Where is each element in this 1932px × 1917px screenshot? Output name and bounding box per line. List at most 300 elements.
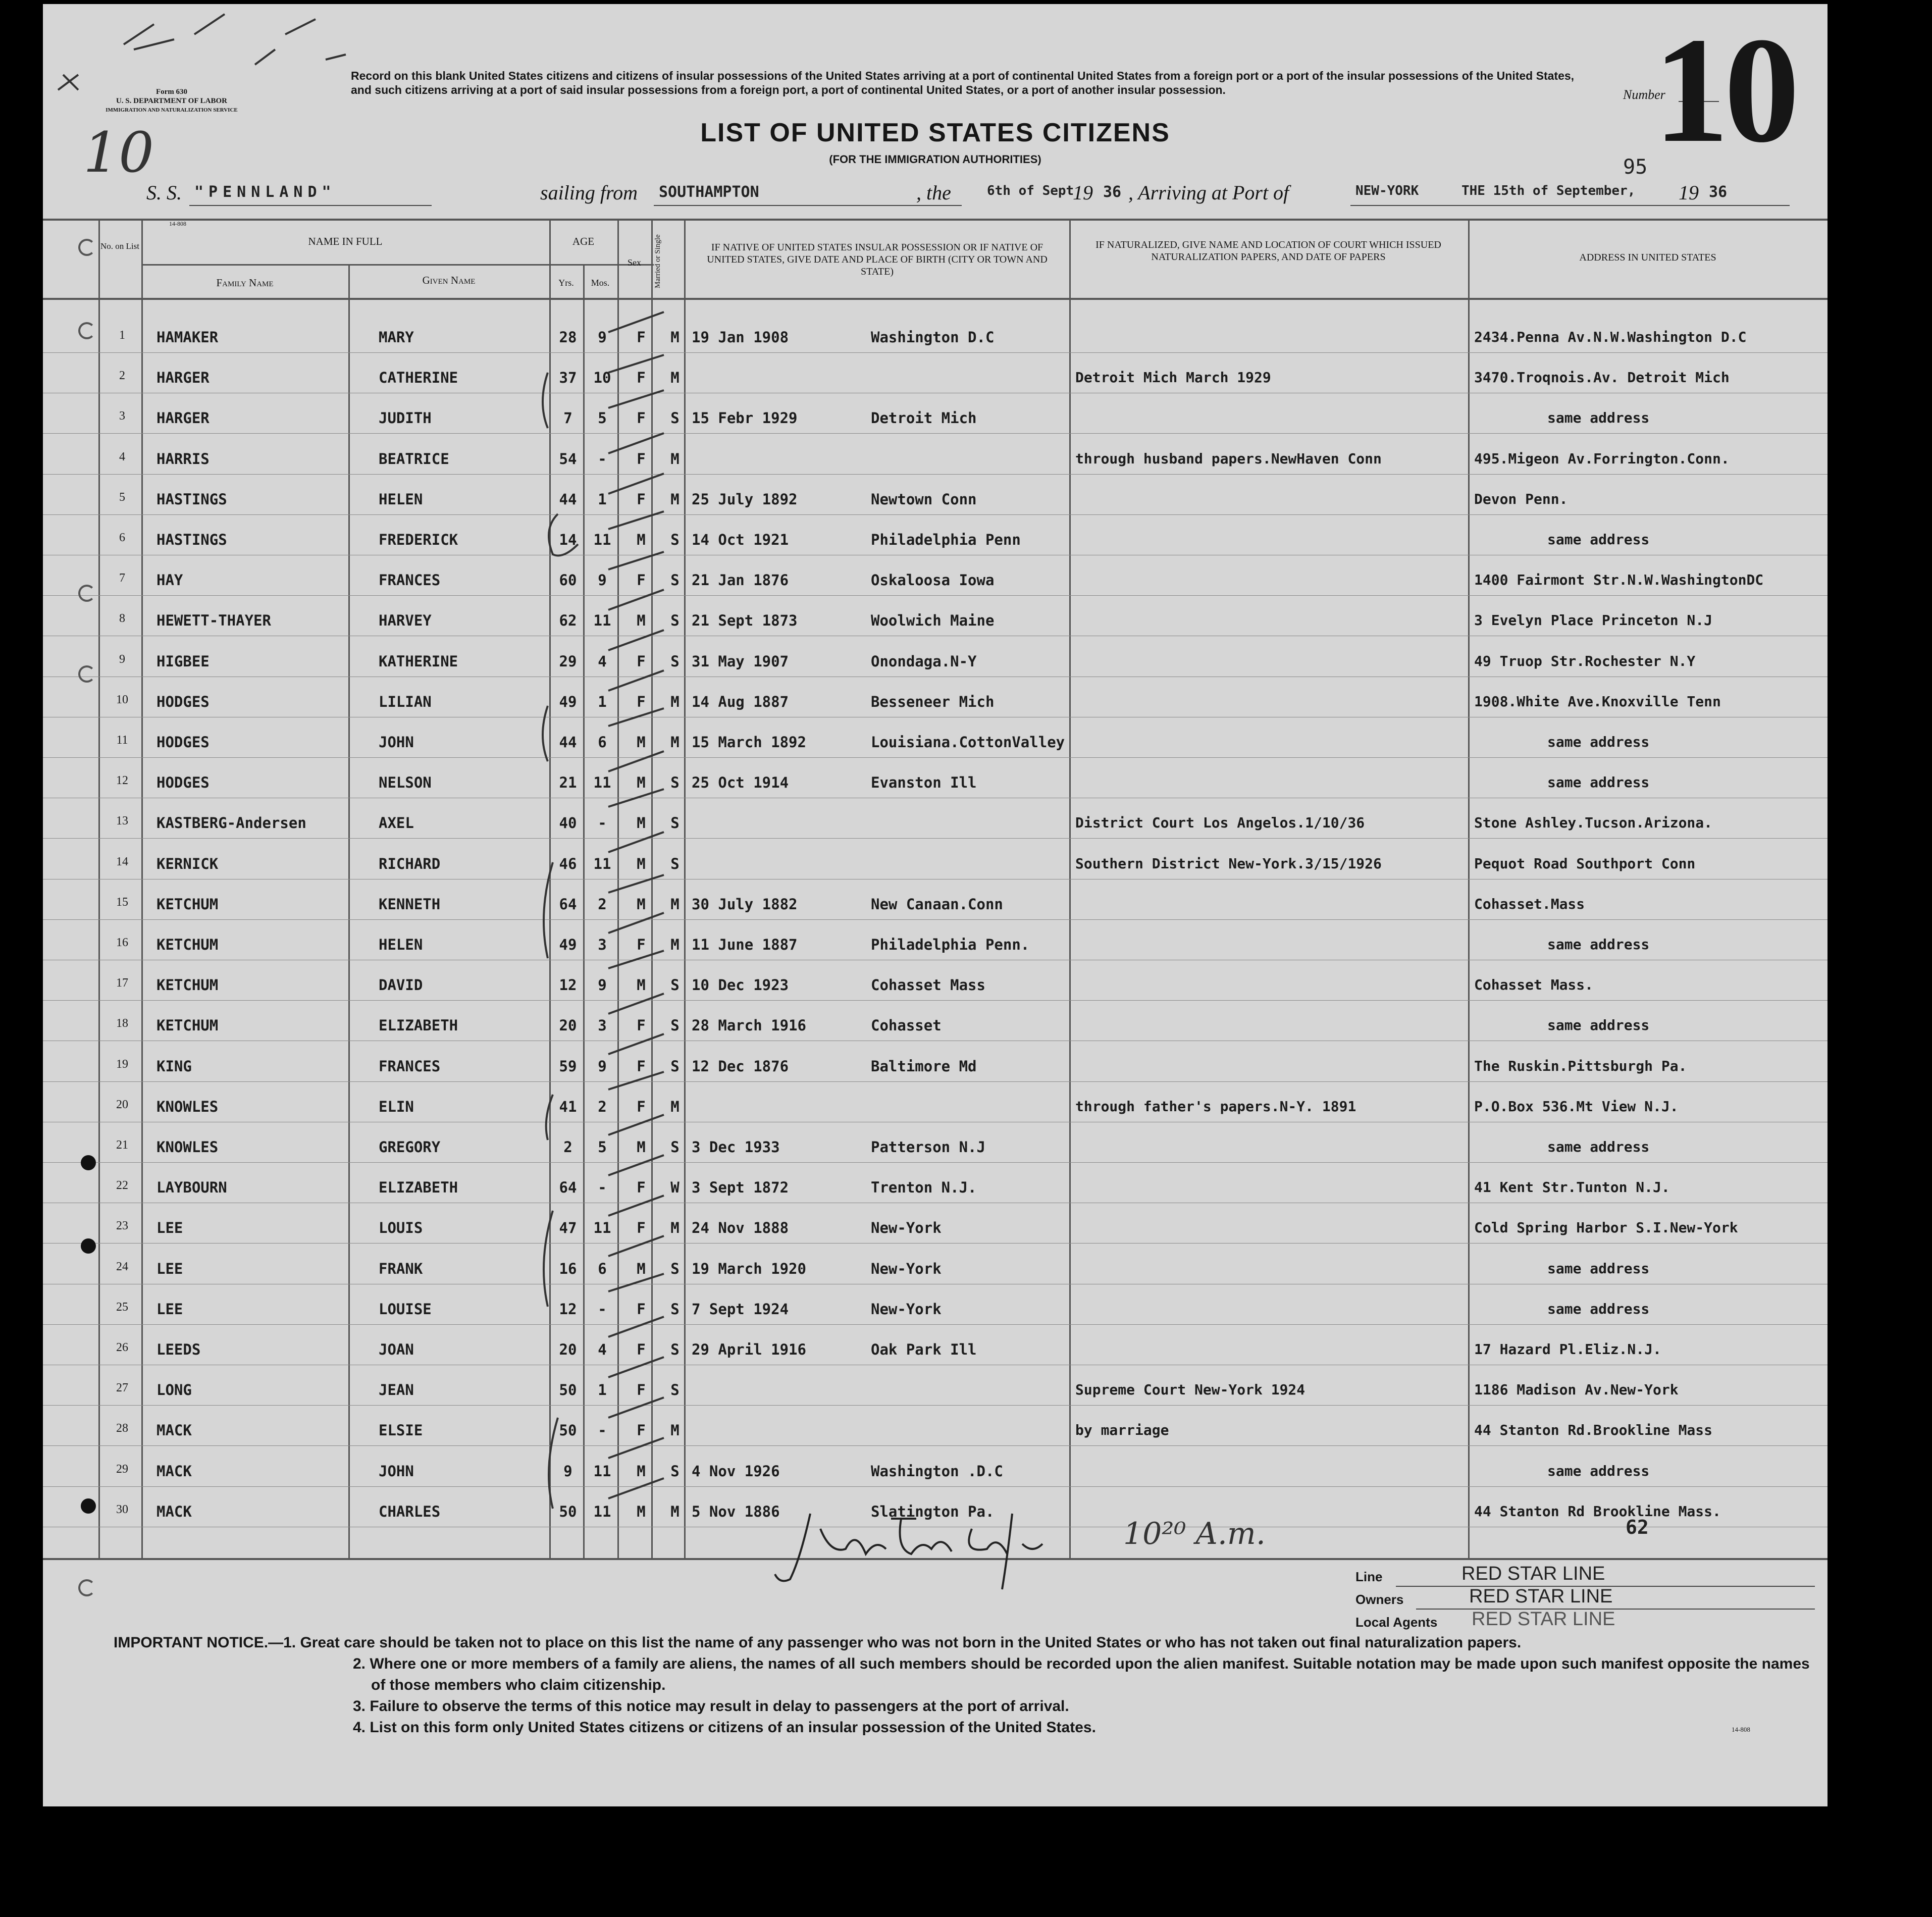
table-header-bottom <box>43 298 1827 300</box>
row-number: 15 <box>116 895 128 909</box>
age-months: - <box>598 1422 607 1439</box>
birth-place: Philadelphia Penn. <box>871 936 1030 953</box>
birth-date: 14 Aug 1887 <box>692 693 789 710</box>
sex: F <box>637 490 646 508</box>
address: 3 Evelyn Place Princeton N.J <box>1474 612 1713 629</box>
birth-place: Onondaga.N-Y <box>871 652 977 670</box>
age-months: 10 <box>593 369 611 387</box>
address: 44 Stanton Rd.Brookline Mass <box>1474 1422 1713 1439</box>
birth-place: New-York <box>871 1260 942 1277</box>
sex: F <box>637 1381 646 1399</box>
birth-date: 19 March 1920 <box>692 1260 806 1277</box>
birth-date: 14 Oct 1921 <box>692 531 789 548</box>
marital-status: S <box>670 1462 680 1480</box>
owners-value: RED STAR LINE <box>1469 1586 1613 1607</box>
arrival-year: 36 <box>1709 183 1728 201</box>
birth-place: Oak Park Ill <box>871 1341 977 1358</box>
family-name: KERNICK <box>156 855 219 872</box>
given-name: LOUISE <box>379 1300 432 1318</box>
address: 3470.Troqnois.Av. Detroit Mich <box>1474 369 1730 386</box>
table-row <box>43 320 1827 359</box>
birth-date: 15 Febr 1929 <box>692 409 798 427</box>
marital-status: S <box>670 1017 680 1034</box>
row-number: 2 <box>119 369 125 383</box>
handwritten-signature <box>770 1498 1133 1599</box>
age-months: - <box>598 450 607 468</box>
birth-place: Slatington Pa. <box>871 1502 995 1520</box>
row-rule <box>43 1081 1827 1082</box>
given-name: KATHERINE <box>379 652 458 670</box>
marital-status: M <box>670 369 680 387</box>
age-months: 5 <box>598 1138 607 1156</box>
address: same address <box>1547 1260 1650 1277</box>
table-row <box>43 400 1827 440</box>
row-number: 21 <box>116 1138 128 1152</box>
marital-status: M <box>670 450 680 468</box>
row-rule <box>43 1445 1827 1446</box>
row-rule <box>43 514 1827 515</box>
line-value: RED STAR LINE <box>1461 1563 1605 1584</box>
marital-status: S <box>670 531 680 548</box>
age-years: 2 <box>563 1138 572 1156</box>
address: 49 Truop Str.Rochester N.Y <box>1474 652 1696 669</box>
row-rule <box>43 1000 1827 1001</box>
list-number: 10 <box>1653 6 1795 174</box>
punch-hole <box>78 322 95 339</box>
family-name: MACK <box>156 1422 192 1439</box>
family-name: MACK <box>156 1502 192 1520</box>
table-row <box>43 684 1827 723</box>
family-name: KETCHUM <box>156 936 219 953</box>
arrival-underline <box>1350 205 1790 206</box>
family-name: HODGES <box>156 774 210 792</box>
age-months: 2 <box>598 1098 607 1115</box>
naturalization: by marriage <box>1075 1422 1169 1439</box>
table-row <box>43 1332 1827 1371</box>
important-notice <box>114 1632 1820 1738</box>
row-number: 5 <box>119 490 125 504</box>
age-years: 60 <box>559 572 577 589</box>
birth-date: 19 Jan 1908 <box>692 329 789 346</box>
age-years: 59 <box>559 1057 577 1075</box>
given-name: DAVID <box>379 976 423 994</box>
col-header-name-in-full: NAME IN FULL <box>308 235 383 247</box>
birth-date: 25 Oct 1914 <box>692 774 789 792</box>
page-number: 95 <box>1623 156 1648 179</box>
address: same address <box>1547 1017 1650 1034</box>
page-subtitle: (FOR THE IMMIGRATION AUTHORITIES) <box>829 153 1041 166</box>
family-name: LEE <box>156 1219 183 1237</box>
row-number: 20 <box>116 1098 128 1111</box>
birth-place: Newtown Conn <box>871 490 977 508</box>
port-from: SOUTHAMPTON <box>659 183 759 201</box>
row-number: 1 <box>119 329 125 342</box>
age-months: 6 <box>598 1260 607 1277</box>
age-months: 1 <box>598 693 607 710</box>
age-years: 50 <box>559 1381 577 1399</box>
print-code: 14-808 <box>169 220 186 227</box>
address: Cold Spring Harbor S.I.New-York <box>1474 1219 1738 1236</box>
age-years: 41 <box>559 1098 577 1115</box>
address: 1186 Madison Av.New-York <box>1474 1381 1679 1398</box>
birth-date: 3 Sept 1872 <box>692 1179 789 1197</box>
marital-status: M <box>670 1502 680 1520</box>
marital-status: S <box>670 774 680 792</box>
age-years: 12 <box>559 1300 577 1318</box>
family-name: HAY <box>156 572 183 589</box>
age-years: 47 <box>559 1219 577 1237</box>
col-header-sex: Sex <box>628 257 641 268</box>
owners-label: Owners <box>1355 1592 1404 1607</box>
marital-status: M <box>670 734 680 751</box>
address: Pequot Road Southport Conn <box>1474 855 1696 872</box>
sex: F <box>637 1300 646 1318</box>
age-months: - <box>598 1179 607 1197</box>
punch-hole <box>81 1238 96 1254</box>
given-name: CHARLES <box>379 1502 441 1520</box>
name-age-subheader-line <box>141 264 654 266</box>
address: 44 Stanton Rd Brookline Mass. <box>1474 1502 1721 1520</box>
sex: F <box>637 572 646 589</box>
marital-status: M <box>670 1219 680 1237</box>
family-name: LEEDS <box>156 1341 201 1358</box>
ship-underline <box>189 205 432 206</box>
row-number: 17 <box>116 976 128 990</box>
address: same address <box>1547 734 1650 750</box>
page-title: LIST OF UNITED STATES CITIZENS <box>700 118 1170 147</box>
sex: M <box>637 976 646 994</box>
address: same address <box>1547 1138 1650 1155</box>
row-number: 11 <box>116 734 128 747</box>
row-number: 22 <box>116 1179 128 1193</box>
age-years: 44 <box>559 734 577 751</box>
family-name: KNOWLES <box>156 1138 219 1156</box>
given-name: LOUIS <box>379 1219 423 1237</box>
given-name: ELIZABETH <box>379 1017 458 1034</box>
marital-status: M <box>670 329 680 346</box>
family-name: KNOWLES <box>156 1098 219 1115</box>
birth-date: 30 July 1882 <box>692 895 798 913</box>
naturalization: District Court Los Angelos.1/10/36 <box>1075 814 1365 832</box>
agents-value: RED STAR LINE <box>1472 1609 1615 1630</box>
departure-date: 6th of Sept <box>987 183 1074 198</box>
given-name: FREDERICK <box>379 531 458 548</box>
given-name: JOHN <box>379 1462 414 1480</box>
row-number: 8 <box>119 612 125 626</box>
address: same address <box>1547 1462 1650 1479</box>
sex: M <box>637 1462 646 1480</box>
birth-date: 21 Sept 1873 <box>692 612 798 630</box>
age-years: 21 <box>559 774 577 792</box>
table-row <box>43 927 1827 966</box>
sex: F <box>637 450 646 468</box>
table-row <box>43 1413 1827 1452</box>
age-years: 62 <box>559 612 577 630</box>
sex: F <box>637 369 646 387</box>
row-number: 10 <box>116 693 128 706</box>
sex: M <box>637 612 646 630</box>
given-name: JUDITH <box>379 409 432 427</box>
age-months: 11 <box>593 612 611 630</box>
birth-place: Besseneer Mich <box>871 693 995 710</box>
col-header-given-name: Given Name <box>422 274 476 286</box>
given-name: JEAN <box>379 1381 414 1399</box>
age-years: 40 <box>559 814 577 832</box>
sex: F <box>637 1098 646 1115</box>
table-row <box>43 1008 1827 1047</box>
family-name: LAYBOURN <box>156 1179 227 1197</box>
the-label: , the <box>916 181 951 204</box>
age-months: 9 <box>598 1057 607 1075</box>
time-annotation: 10²⁰ A.m. <box>1123 1516 1266 1551</box>
marital-status: S <box>670 1300 680 1318</box>
row-number: 25 <box>116 1300 128 1314</box>
row-number: 19 <box>116 1057 128 1071</box>
row-number: 3 <box>119 409 125 423</box>
age-months: 11 <box>593 1502 611 1520</box>
family-name: HODGES <box>156 734 210 751</box>
marital-status: M <box>670 1098 680 1115</box>
age-years: 49 <box>559 693 577 710</box>
table-row <box>43 1372 1827 1412</box>
marital-status: S <box>670 1381 680 1399</box>
row-number: 27 <box>116 1381 128 1395</box>
table-row <box>43 1454 1827 1493</box>
birth-place: Patterson N.J <box>871 1138 985 1156</box>
address: same address <box>1547 936 1650 953</box>
service-name: IMMIGRATION AND NATURALIZATION SERVICE <box>106 107 238 113</box>
given-name: FRANCES <box>379 572 441 589</box>
sex: M <box>637 774 646 792</box>
address: Cohasset Mass. <box>1474 976 1594 994</box>
record-instructions: Record on this blank United States citizens and citizens of insular possessions of the United States arriving at a port of continental United States from a foreign port or a port of the insular possessions of the United States, and such citizens arriving at a port of said insular possessions from a foreign port, a port of continental United States, or a port of another insular possession. <box>351 69 1575 96</box>
row-number: 13 <box>116 814 128 828</box>
col-header-married-single: Married or Single <box>654 234 662 289</box>
table-row <box>43 1291 1827 1331</box>
naturalization: through father's papers.N-Y. 1891 <box>1075 1098 1356 1115</box>
family-name: HODGES <box>156 693 210 710</box>
age-months: - <box>598 1300 607 1318</box>
table-row <box>43 887 1827 926</box>
birth-date: 10 Dec 1923 <box>692 976 789 994</box>
given-name: NELSON <box>379 774 432 792</box>
given-name: RICHARD <box>379 855 441 872</box>
agents-label: Local Agents <box>1355 1615 1438 1630</box>
sex: F <box>637 1219 646 1237</box>
sex: F <box>637 936 646 953</box>
punch-hole <box>81 1498 96 1514</box>
family-name: KETCHUM <box>156 976 219 994</box>
row-rule <box>43 1243 1827 1244</box>
row-rule <box>43 433 1827 434</box>
age-months: 3 <box>598 936 607 953</box>
birth-date: 3 Dec 1933 <box>692 1138 780 1156</box>
family-name: LEE <box>156 1260 183 1277</box>
row-rule <box>43 1405 1827 1406</box>
arriving-label: , Arriving at Port of <box>1128 181 1289 204</box>
birth-place: Washington .D.C <box>871 1462 1003 1480</box>
row-number: 4 <box>119 450 125 463</box>
age-years: 50 <box>559 1422 577 1439</box>
birth-place: Cohasset Mass <box>871 976 985 994</box>
sex: F <box>637 693 646 710</box>
row-number: 23 <box>116 1219 128 1233</box>
marital-status: S <box>670 652 680 670</box>
given-name: JOHN <box>379 734 414 751</box>
birth-place: Woolwich Maine <box>871 612 995 630</box>
birth-date: 7 Sept 1924 <box>692 1300 789 1318</box>
table-row <box>43 522 1827 561</box>
age-years: 14 <box>559 531 577 548</box>
row-number: 12 <box>116 774 128 788</box>
marital-status: M <box>670 490 680 508</box>
table-row <box>43 482 1827 521</box>
birth-date: 21 Jan 1876 <box>692 572 789 589</box>
age-years: 49 <box>559 936 577 953</box>
age-years: 12 <box>559 976 577 994</box>
family-name: HASTINGS <box>156 531 227 548</box>
family-name: HASTINGS <box>156 490 227 508</box>
table-row <box>43 1049 1827 1088</box>
sex: M <box>637 895 646 913</box>
age-months: 1 <box>598 1381 607 1399</box>
marital-status: S <box>670 1057 680 1075</box>
passenger-count: 62 <box>1626 1516 1649 1538</box>
table-top-border <box>43 219 1827 221</box>
address: Cohasset.Mass <box>1474 895 1585 912</box>
birth-place: Washington D.C <box>871 329 995 346</box>
sex: F <box>637 1422 646 1439</box>
birth-date: 12 Dec 1876 <box>692 1057 789 1075</box>
age-months: 11 <box>593 1462 611 1480</box>
birth-date: 24 Nov 1888 <box>692 1219 789 1237</box>
sex: F <box>637 1057 646 1075</box>
age-months: 3 <box>598 1017 607 1034</box>
marital-status: S <box>670 572 680 589</box>
row-rule <box>43 838 1827 839</box>
address: 1400 Fairmont Str.N.W.WashingtonDC <box>1474 572 1764 589</box>
given-name: ELSIE <box>379 1422 423 1439</box>
arrival-year-prefix: 19 <box>1679 181 1699 204</box>
address: same address <box>1547 409 1650 427</box>
given-name: FRANK <box>379 1260 423 1277</box>
punch-hole <box>78 239 95 256</box>
family-name: LEE <box>156 1300 183 1318</box>
departure-year: 36 <box>1103 183 1122 201</box>
sex: F <box>637 1179 646 1197</box>
table-row <box>43 1210 1827 1250</box>
family-name: KING <box>156 1057 192 1075</box>
birth-date: 25 July 1892 <box>692 490 798 508</box>
age-months: 9 <box>598 572 607 589</box>
punch-hole <box>78 665 95 683</box>
age-years: 20 <box>559 1341 577 1358</box>
age-months: 9 <box>598 976 607 994</box>
row-rule <box>43 595 1827 596</box>
address: Stone Ashley.Tucson.Arizona. <box>1474 814 1713 832</box>
table-row <box>43 562 1827 602</box>
row-number: 14 <box>116 855 128 868</box>
ss-label: S. S. <box>146 181 182 204</box>
given-name: HELEN <box>379 490 423 508</box>
sex: M <box>637 814 646 832</box>
sex: F <box>637 329 646 346</box>
sex: F <box>637 1341 646 1358</box>
address: The Ruskin.Pittsburgh Pa. <box>1474 1057 1687 1074</box>
naturalization: through husband papers.NewHaven Conn <box>1075 450 1382 467</box>
row-rule <box>43 757 1827 758</box>
table-row <box>43 1089 1827 1128</box>
col-header-mos: Mos. <box>591 278 610 288</box>
port-arrival: NEW-YORK <box>1355 183 1419 198</box>
row-number: 24 <box>116 1260 128 1273</box>
number-label: Number <box>1623 87 1665 102</box>
notice-item-4: 4. List on this form only United States citizens or citizens of an insular possession of the United States. <box>353 1719 1096 1736</box>
given-name: KENNETH <box>379 895 441 913</box>
naturalization: Southern District New-York.3/15/1926 <box>1075 855 1382 872</box>
birth-place: Evanston Ill <box>871 774 977 792</box>
line-label: Line <box>1355 1569 1383 1584</box>
table-row <box>43 805 1827 845</box>
table-row <box>43 1170 1827 1209</box>
sex: F <box>637 652 646 670</box>
sex: M <box>637 734 646 751</box>
check-marks <box>523 307 674 1559</box>
notice-heading: IMPORTANT NOTICE.—1. <box>114 1634 296 1651</box>
address: 1908.White Ave.Knoxville Tenn <box>1474 693 1721 710</box>
row-number: 29 <box>116 1462 128 1476</box>
birth-place: Oskaloosa Iowa <box>871 572 995 589</box>
given-name: LILIAN <box>379 693 432 710</box>
sex: F <box>637 1017 646 1034</box>
row-rule <box>43 1324 1827 1325</box>
birth-place: New Canaan.Conn <box>871 895 1003 913</box>
sailing-label: sailing from <box>540 181 638 204</box>
birth-place: Baltimore Md <box>871 1057 977 1075</box>
sex: F <box>637 409 646 427</box>
port-underline <box>654 205 962 206</box>
age-years: 28 <box>559 329 577 346</box>
given-name: AXEL <box>379 814 414 832</box>
age-years: 64 <box>559 895 577 913</box>
age-years: 37 <box>559 369 577 387</box>
table-row <box>43 765 1827 804</box>
notice-item-3: 3. Failure to observe the terms of this notice may result in delay to passengers at the port of arrival. <box>353 1698 1069 1715</box>
table-row <box>43 644 1827 683</box>
punch-hole <box>78 585 95 602</box>
birth-date: 28 March 1916 <box>692 1017 806 1034</box>
table-row <box>43 360 1827 399</box>
address: Devon Penn. <box>1474 490 1568 507</box>
age-years: 46 <box>559 855 577 872</box>
marital-status: M <box>670 693 680 710</box>
row-number: 28 <box>116 1422 128 1435</box>
margin-scribbles <box>43 4 396 95</box>
address: same address <box>1547 774 1650 791</box>
family-name: HAMAKER <box>156 329 219 346</box>
punch-hole <box>81 1155 96 1170</box>
marital-status: S <box>670 1341 680 1358</box>
naturalization: Supreme Court New-York 1924 <box>1075 1381 1306 1398</box>
row-number: 30 <box>116 1502 128 1516</box>
form-identifier <box>88 87 255 115</box>
marital-status: M <box>670 895 680 913</box>
margin-handwritten-number: 10 <box>83 120 154 185</box>
age-years: 16 <box>559 1260 577 1277</box>
marital-status: S <box>670 814 680 832</box>
given-name: BEATRICE <box>379 450 449 468</box>
age-months: 11 <box>593 1219 611 1237</box>
